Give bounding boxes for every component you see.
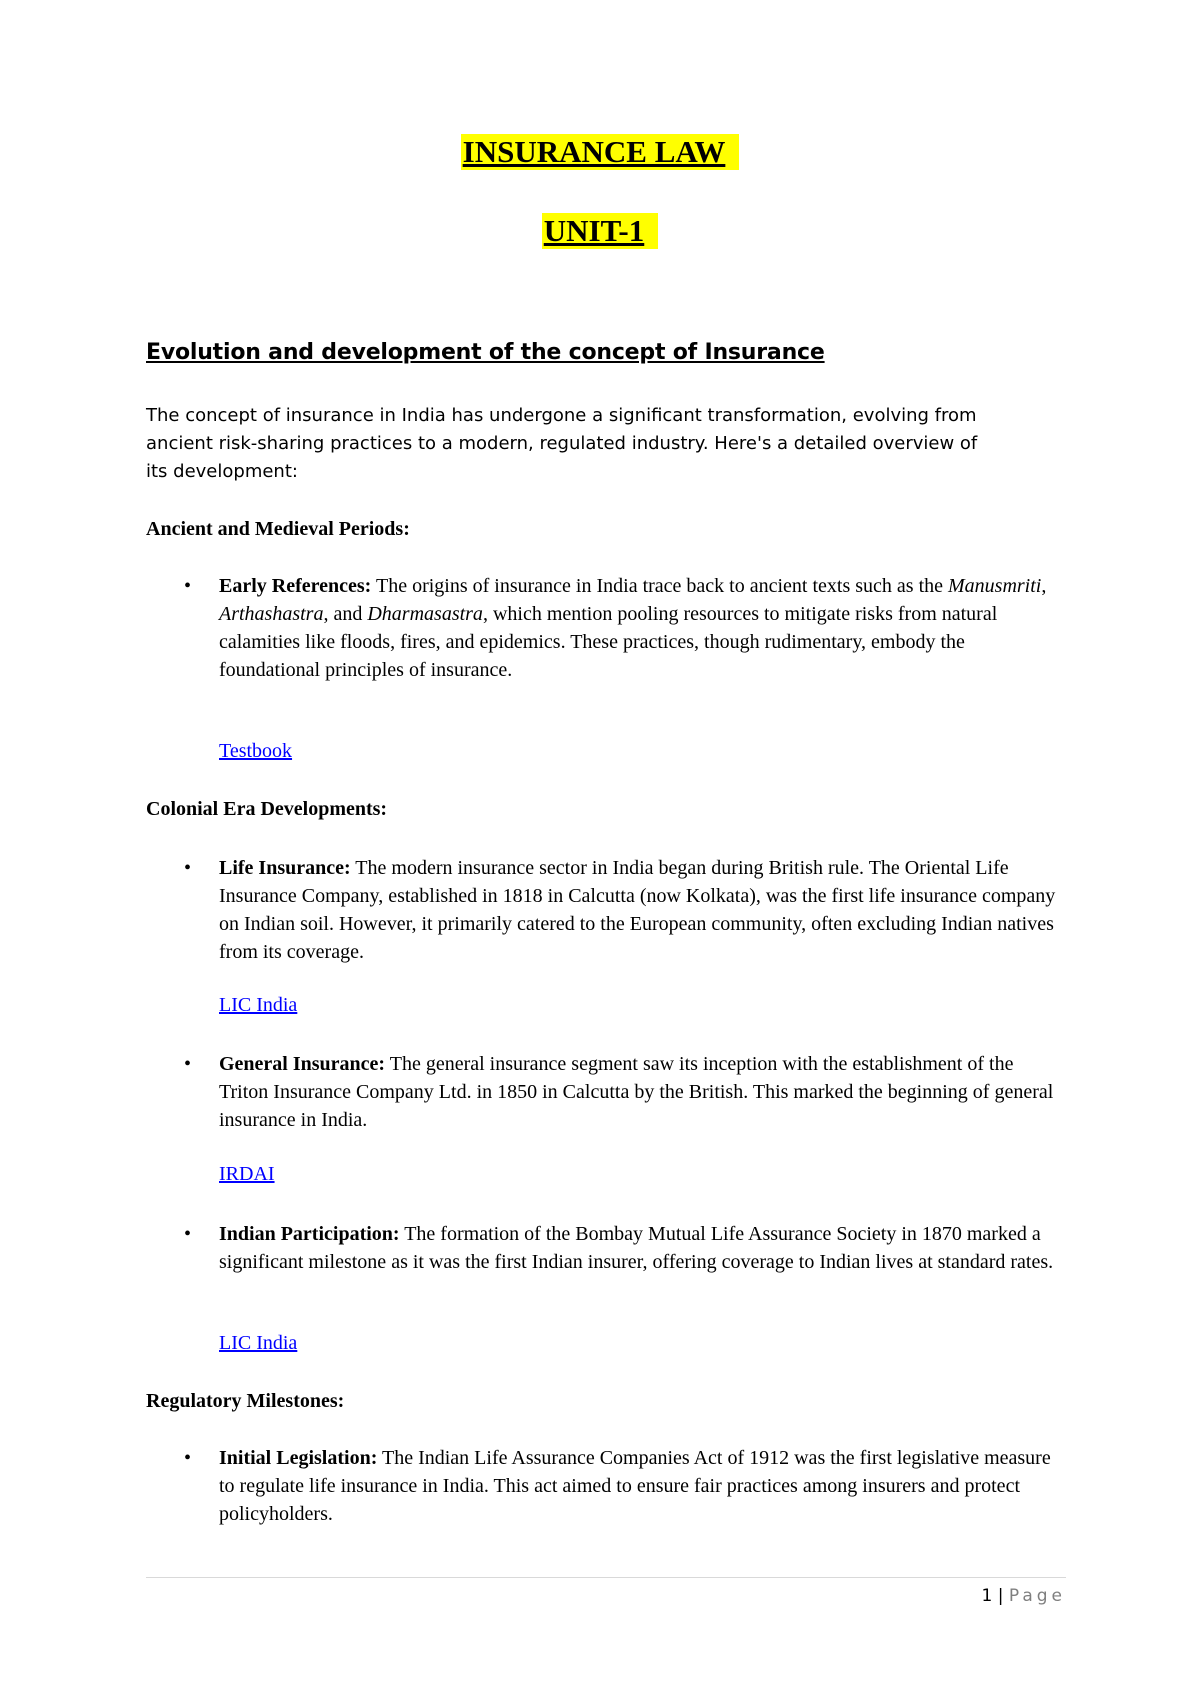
list-item-early-references [146, 572, 1066, 684]
list-item-general-insurance [146, 1050, 1066, 1134]
ancient-heading: Ancient and Medieval Periods: [146, 518, 410, 540]
bullet-icon: • [184, 1447, 192, 1469]
link-lic-india-2[interactable]: LIC India [219, 1332, 298, 1354]
unit-title: UNIT-1 [542, 213, 659, 249]
link-irdai[interactable]: IRDAI [219, 1163, 275, 1185]
bullet-icon: • [184, 1223, 192, 1245]
bullet-icon: • [184, 857, 192, 879]
footer-divider [146, 1577, 1066, 1578]
text-run: The Indian Life Assurance Companies Act of 1912 was the first legislative measure to regulate life insurance in India. This act aimed to ensure fair practices among insurers and protect policyholders. [219, 1447, 1051, 1525]
bullet-icon: • [184, 1053, 192, 1075]
page-separator: | [997, 1586, 1004, 1606]
text-run: Manusmriti [948, 575, 1042, 597]
list-item-indian-participation [146, 1220, 1066, 1276]
regulatory-heading: Regulatory Milestones: [146, 1390, 345, 1412]
indian-participation-text [219, 1220, 1066, 1276]
text-run: The modern insurance sector in India began during British rule. The Oriental Life Insurance Company, established in 1818 in Calcutta (now Kolkata), was the first life insurance company on Indian soil. However, it primarily catered to the European community, often excluding Indian natives from its coverage. [219, 857, 1056, 963]
intro-paragraph [146, 402, 1066, 486]
link-lic-india[interactable]: LIC India [219, 994, 298, 1016]
early-references-text [219, 572, 1066, 684]
text-run: Arthashastra [219, 603, 324, 625]
section-heading: Evolution and development of the concept of Insurance [146, 340, 825, 365]
page-number: 1 [981, 1586, 993, 1606]
title-row [0, 134, 1200, 170]
early-references-label: Early References: [219, 575, 372, 597]
page-footer [981, 1586, 1066, 1606]
text-run: , which mention pooling resources to mitigate risks from natural calamities like floods, fires, and epidemics. These practices, though rudimentary, embody the foundational principles of insurance. [219, 603, 998, 681]
page-label: Page [1008, 1586, 1066, 1606]
initial-legislation-label: Initial Legislation: [219, 1447, 378, 1469]
initial-legislation-text [219, 1444, 1066, 1528]
indian-participation-label: Indian Participation: [219, 1223, 400, 1245]
general-insurance-text [219, 1050, 1066, 1134]
text-run: The general insurance segment saw its inception with the establishment of the Triton Insurance Company Ltd. in 1850 in Calcutta by the British. This marked the beginning of general insurance in India. [219, 1053, 1054, 1131]
text-run: The formation of the Bombay Mutual Life Assurance Society in 1870 marked a significant milestone as it was the first Indian insurer, offering coverage to Indian lives at standard rates. [219, 1223, 1054, 1273]
intro-line-2: ancient risk-sharing practices to a modern, regulated industry. Here's a detailed overview of [146, 433, 978, 454]
unit-row [0, 213, 1200, 249]
text-run: , [1041, 575, 1047, 597]
life-insurance-text [219, 854, 1066, 966]
life-insurance-label: Life Insurance: [219, 857, 351, 879]
text-run: The origins of insurance in India trace back to ancient texts such as the [371, 575, 949, 597]
text-run: Dharmasastra [367, 603, 483, 625]
document-title: INSURANCE LAW [461, 134, 740, 170]
general-insurance-label: General Insurance: [219, 1053, 386, 1075]
list-item-initial-legislation [146, 1444, 1066, 1528]
text-run: , and [323, 603, 368, 625]
list-item-life-insurance [146, 854, 1066, 966]
link-testbook[interactable]: Testbook [219, 740, 293, 762]
intro-line-1: The concept of insurance in India has undergone a significant transformation, evolving from [146, 405, 977, 426]
bullet-icon: • [184, 575, 192, 597]
intro-line-3: its development: [146, 461, 298, 482]
colonial-heading: Colonial Era Developments: [146, 798, 388, 820]
